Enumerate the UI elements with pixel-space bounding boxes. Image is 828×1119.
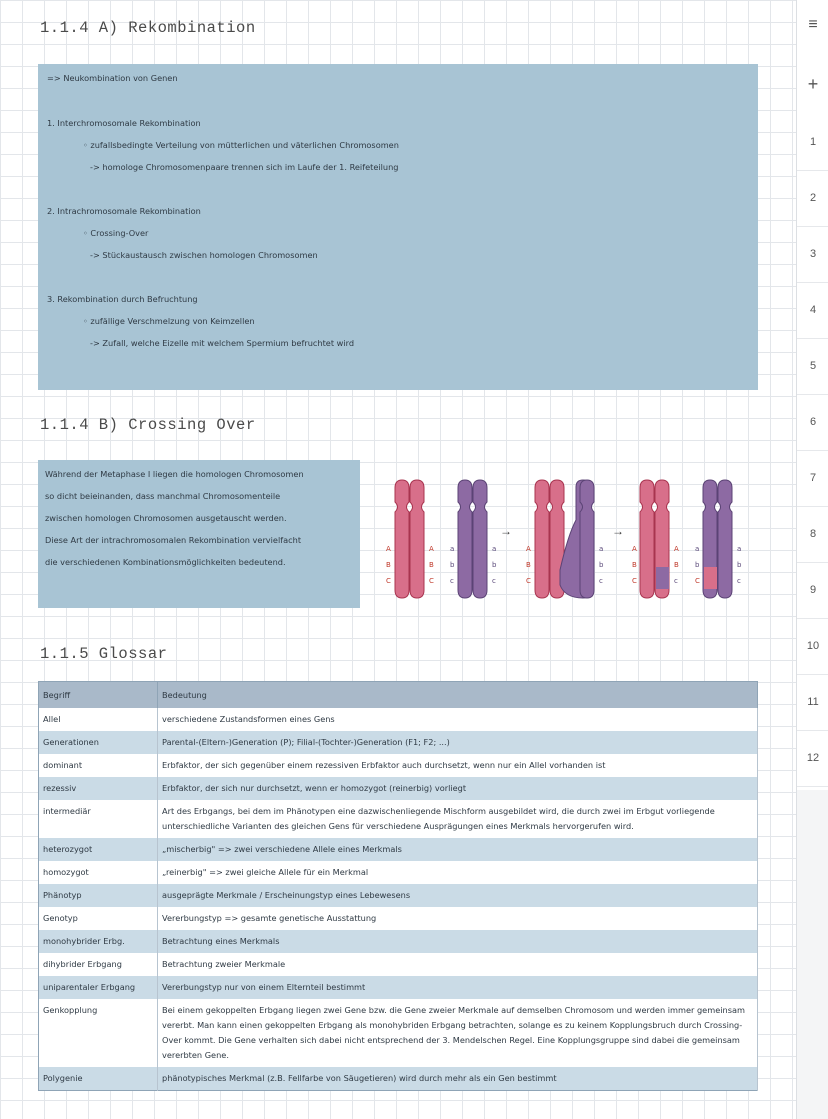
label-a: a (492, 545, 497, 553)
term-cell: heterozygot (39, 838, 158, 861)
crossing-line-1: Während der Metaphase I liegen die homologen Chromosomen (45, 469, 304, 479)
term-cell: uniparentaler Erbgang (39, 976, 158, 999)
crossing-over-box (38, 460, 360, 608)
definition-cell: Vererbungstyp => gesamte genetische Ausstattung (158, 907, 758, 930)
term-cell: intermediär (39, 800, 158, 838)
svg-text:B: B (674, 561, 679, 569)
page-tabs (797, 0, 828, 790)
stage-2 (526, 480, 604, 598)
svg-text:A: A (429, 545, 434, 553)
arrow-1: → (500, 524, 512, 538)
page-tab-10[interactable]: 10 (797, 618, 828, 675)
label-b: b (492, 561, 497, 569)
svg-text:a: a (737, 545, 742, 553)
term-cell: monohybrider Erbg. (39, 930, 158, 953)
definition-cell: ausgeprägte Merkmale / Erscheinungstyp eines Lebewesens (158, 884, 758, 907)
page-tab-11[interactable]: 11 (797, 674, 828, 731)
table-row (39, 930, 758, 953)
svg-text:A: A (526, 545, 531, 553)
svg-text:C: C (632, 577, 637, 585)
table-row (39, 976, 758, 999)
svg-text:b: b (695, 561, 700, 569)
definition-cell: phänotypisches Merkmal (z.B. Fellfarbe von Säugetieren) wird durch mehr als ein Gen bestimmt (158, 1067, 758, 1091)
table-row (39, 953, 758, 976)
svg-text:B: B (429, 561, 434, 569)
table-row (39, 800, 758, 838)
definition-cell: Betrachtung zweier Merkmale (158, 953, 758, 976)
item-2-arrow: -> Stückaustausch zwischen homologen Chromosomen (90, 250, 318, 260)
term-cell: Polygenie (39, 1067, 158, 1091)
svg-text:c: c (450, 577, 454, 585)
item-2-sub: ◦ Crossing-Over (83, 228, 149, 238)
table-row (39, 754, 758, 777)
table-row (39, 907, 758, 930)
crossing-line-5: die verschiedenen Kombinationsmöglichkeiten bedeutend. (45, 557, 286, 567)
svg-text:c: c (674, 577, 678, 585)
page-tab-9[interactable]: 9 (797, 562, 828, 619)
svg-text:C: C (526, 577, 531, 585)
crossing-line-4: Diese Art der intrachromosomalen Rekombination vervielfacht (45, 535, 302, 545)
menu-icon[interactable]: ≡ (808, 16, 818, 33)
label-c: c (492, 577, 496, 585)
svg-text:A: A (632, 545, 637, 553)
page-tab-2[interactable]: 2 (797, 170, 828, 227)
svg-text:b: b (450, 561, 455, 569)
svg-text:B: B (526, 561, 531, 569)
section-title-rekombination: 1.1.4 A) Rekombination (40, 19, 256, 37)
definition-cell: Vererbungstyp nur von einem Elternteil bestimmt (158, 976, 758, 999)
term-cell: dominant (39, 754, 158, 777)
rekombination-box (38, 64, 758, 390)
svg-text:B: B (632, 561, 637, 569)
label-B: B (386, 561, 391, 569)
crossing-line-3: zwischen homologen Chromosomen ausgetauscht werden. (45, 513, 287, 523)
table-row (39, 777, 758, 800)
svg-text:b: b (737, 561, 742, 569)
svg-text:A: A (674, 545, 679, 553)
table-row (39, 1067, 758, 1091)
item-1-sub: ◦ zufallsbedingte Verteilung von mütterlichen und väterlichen Chromosomen (83, 140, 399, 150)
definition-cell: Art des Erbgangs, bei dem im Phänotypen eine dazwischenliegende Mischform ausgebildet wird, die durch zwei im Erbgut vorliegende unterschiedliche Varianten des gleichen Gens für verschiedene Ausprägungen eines Merkmals hervorgerufen wird. (158, 800, 758, 838)
table-row (39, 999, 758, 1067)
term-cell: homozygot (39, 861, 158, 884)
item-3-arrow: -> Zufall, welche Eizelle mit welchem Spermium befruchtet wird (90, 338, 355, 348)
definition-cell: Bei einem gekoppelten Erbgang liegen zwei Gene bzw. die Gene zweier Merkmale auf demselben Chromosom und werden immer gemeinsam vererbt. Man kann einen gekoppelten Erbgang als monohybriden Erbgang betrachten, solange es zu keinem Kopplungsbruch durch Crossing-Over kommt. Die Gene verhalten sich dabei nicht entsprechend der 3. Mendelschen Regel. Eine Kopplungsgruppe sind dabei die gemeinsam vererbten Gene. (158, 999, 758, 1067)
page-tab-1[interactable]: 1 (797, 114, 828, 171)
page-tab-7[interactable]: 7 (797, 450, 828, 507)
label-A: A (386, 545, 391, 553)
column-header-begriff: Begriff (39, 682, 158, 709)
definition-cell: „mischerbig" => zwei verschiedene Allele eines Merkmals (158, 838, 758, 861)
table-row (39, 884, 758, 907)
svg-text:c: c (737, 577, 741, 585)
svg-text:b: b (599, 561, 604, 569)
add-page-icon[interactable]: + (807, 74, 819, 94)
label-C: C (386, 577, 391, 585)
item-3-sub: ◦ zufällige Verschmelzung von Keimzellen (83, 316, 255, 326)
column-header-bedeutung: Bedeutung (158, 682, 758, 709)
term-cell: Genkopplung (39, 999, 158, 1067)
page-tab-12[interactable]: 12 (797, 730, 828, 787)
item-3-heading: 3. Rekombination durch Befruchtung (47, 294, 198, 304)
table-row (39, 731, 758, 754)
page-tab-3[interactable]: 3 (797, 226, 828, 283)
term-cell: rezessiv (39, 777, 158, 800)
term-cell: Phänotyp (39, 884, 158, 907)
stage-1 (386, 480, 497, 598)
item-1-heading: 1. Interchromosomale Rekombination (47, 118, 201, 128)
table-row (39, 708, 758, 731)
page-sidebar (796, 0, 828, 1119)
svg-text:→: → (612, 524, 624, 538)
crossing-over-diagram (380, 475, 760, 600)
definition-cell: Erbfaktor, der sich gegenüber einem rezessiven Erbfaktor auch durchsetzt, wenn nur ein Allel vorhanden ist (158, 754, 758, 777)
page-tab-8[interactable]: 8 (797, 506, 828, 563)
stage-3 (632, 480, 742, 598)
svg-text:a: a (599, 545, 604, 553)
glossar-table (38, 681, 758, 1091)
definition-cell: „reinerbig" => zwei gleiche Allele für ein Merkmal (158, 861, 758, 884)
item-2-heading: 2. Intrachromosomale Rekombination (47, 206, 201, 216)
page-tab-5[interactable]: 5 (797, 338, 828, 395)
table-header-row (39, 682, 758, 709)
svg-text:c: c (599, 577, 603, 585)
section-title-glossar: 1.1.5 Glossar (40, 645, 168, 663)
svg-text:C: C (695, 577, 700, 585)
crossing-line-2: so dicht beieinanden, dass manchmal Chromosomenteile (45, 491, 281, 501)
page-tab-6[interactable]: 6 (797, 394, 828, 451)
term-cell: dihybrider Erbgang (39, 953, 158, 976)
table-row (39, 861, 758, 884)
svg-text:a: a (450, 545, 455, 553)
svg-text:a: a (695, 545, 700, 553)
definition-cell: Erbfaktor, der sich nur durchsetzt, wenn er homozygot (reinerbig) vorliegt (158, 777, 758, 800)
definition-cell: Betrachtung eines Merkmals (158, 930, 758, 953)
table-row (39, 838, 758, 861)
definition-cell: verschiedene Zustandsformen eines Gens (158, 708, 758, 731)
section-title-crossing-over: 1.1.4 B) Crossing Over (40, 416, 256, 434)
term-cell: Allel (39, 708, 158, 731)
definition-cell: Parental-(Eltern-)Generation (P); Filial-(Tochter-)Generation (F1; F2; ...) (158, 731, 758, 754)
page-tab-4[interactable]: 4 (797, 282, 828, 339)
term-cell: Generationen (39, 731, 158, 754)
term-cell: Genotyp (39, 907, 158, 930)
rekombination-intro: => Neukombination von Genen (47, 73, 178, 83)
svg-text:C: C (429, 577, 434, 585)
item-1-arrow: -> homologe Chromosomenpaare trennen sich im Laufe der 1. Reifeteilung (90, 162, 399, 172)
